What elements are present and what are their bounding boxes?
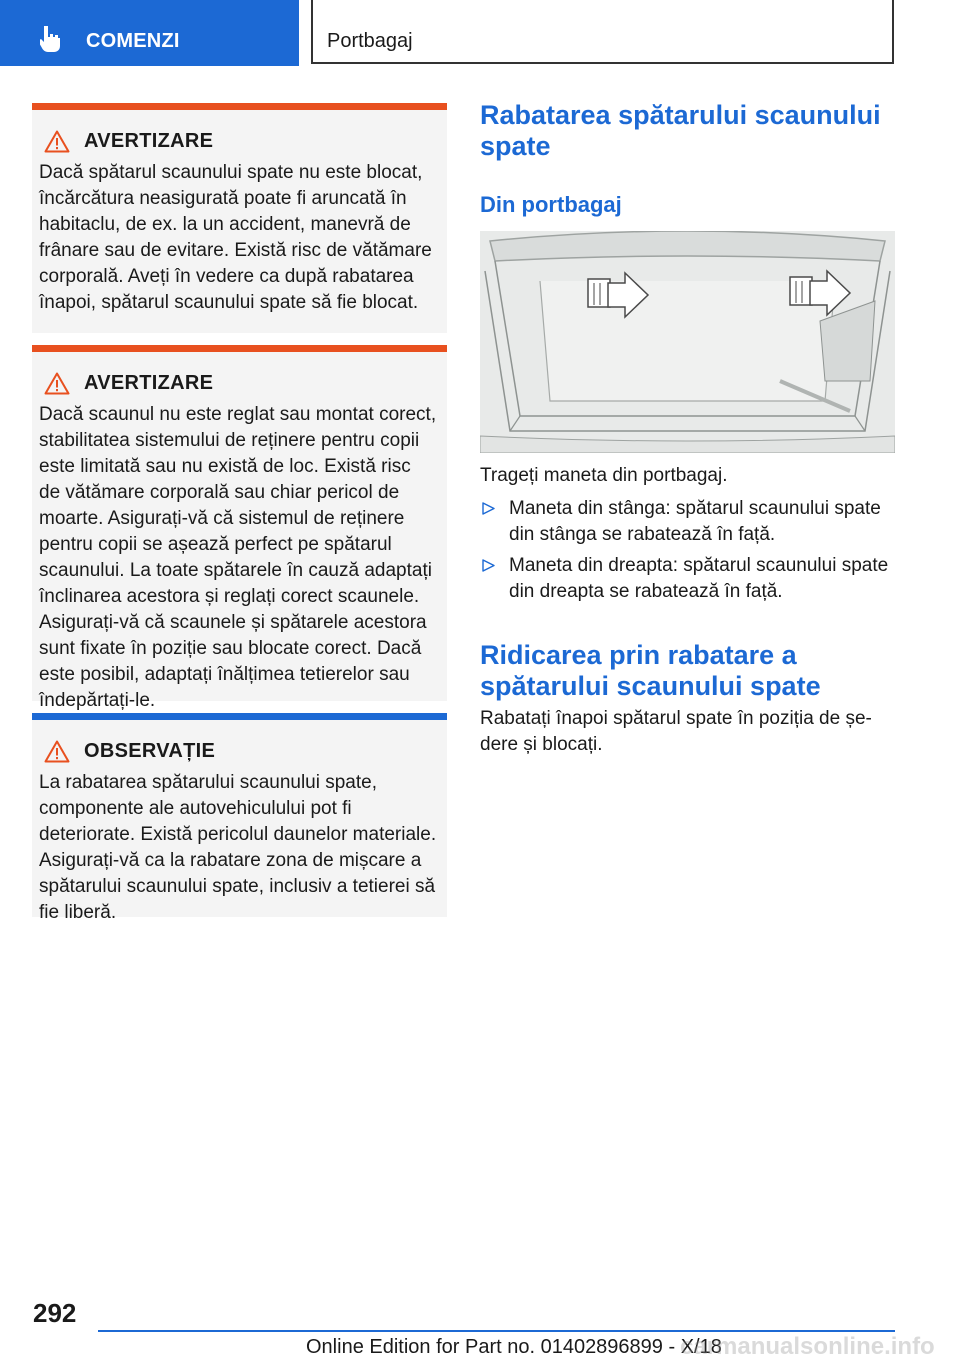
warning-title: AVERTIZARE	[84, 372, 214, 394]
section-title: Portbagaj	[327, 30, 413, 52]
section-heading: Rabatarea spătarului scaunului spate	[480, 100, 881, 161]
warning-text: Dacă scaunul nu este reglat sau montat corect, stabilitatea sistemului de reținere pentru copii este limitată sau nu există de loc. Există risc de vătămare corporală sau chiar pericol de moarte. Asigurați-vă că sistemul de reținere pentru copii se așează perfect pe spătarul scaunului. La toate spătarele în cauză adaptați înclinarea acestora și reglați corect scaunele. Asigurați-vă că scaunele și spătarele acestora sunt fixate în poziție sau blocate corect. Dacă este posibil, adaptați înălțimea tetierelor sau îndepărtați-le.	[39, 404, 437, 711]
trunk-drawing	[480, 231, 895, 453]
warning-header	[44, 372, 437, 395]
trunk-illustration	[480, 231, 895, 453]
note-title: OBSERVAȚIE	[84, 740, 216, 762]
section-subheading: Din portbagaj	[480, 192, 622, 217]
intro-text: Trageți maneta din portbagaj.	[480, 465, 728, 486]
warning-triangle-icon	[44, 372, 70, 395]
warning-text: Dacă spătarul scaunului spate nu este blocat, încărcătura neasigurată poate fi aruncată în habitaclu, de ex. la un accident, manevră de frânare sau de evitare. Există risc de vătămare corporală. Aveți în vedere ca după rabatarea înapoi, spătarul scaunului spate să fie blocat.	[39, 162, 432, 313]
triangle-bullet-icon	[482, 502, 495, 515]
warning-box-2	[32, 345, 447, 711]
section-heading: Ridicarea prin rabatare a spătarului scaunului spate	[480, 640, 821, 701]
header-tab[interactable]	[0, 0, 299, 66]
warning-header	[44, 130, 437, 153]
note-header	[44, 740, 437, 763]
list-item	[480, 496, 895, 548]
note-box	[32, 713, 447, 923]
warning-triangle-icon	[44, 130, 70, 153]
warning-title: AVERTIZARE	[84, 130, 214, 152]
section-text: Rabatați înapoi spătarul spate în poziția de ședere și blocați.	[480, 708, 872, 755]
watermark: carmanualsonline.info	[680, 1333, 935, 1360]
footer-edition: Online Edition for Part no. 01402896899 - X/18	[306, 1336, 722, 1358]
section-header	[311, 0, 894, 64]
list-item	[480, 553, 895, 605]
list-item-text: Maneta din stânga: spătarul scaunului spate din stânga se rabatează în față.	[509, 498, 881, 545]
list-item-text: Maneta din dreapta: spătarul scaunului spate din dreapta se rabatează în față.	[509, 555, 889, 602]
warning-triangle-icon	[44, 740, 70, 763]
page-number: 292	[33, 1298, 77, 1328]
note-text: La rabatarea spătarului scaunului spate, componente ale autovehiculului pot fi deteriorate. Există pericolul daunelor materiale. Asigurați-vă ca la rabatare zona de mișcare a spătarului scaunului spate, inclusiv a tetierei să fie liberă.	[39, 772, 437, 923]
footer-rule	[98, 1330, 895, 1332]
tab-label: COMENZI	[86, 30, 180, 52]
triangle-bullet-icon	[482, 559, 495, 572]
warning-box-1	[32, 103, 447, 333]
right-column	[480, 100, 900, 218]
pointing-hand-icon	[40, 26, 62, 52]
